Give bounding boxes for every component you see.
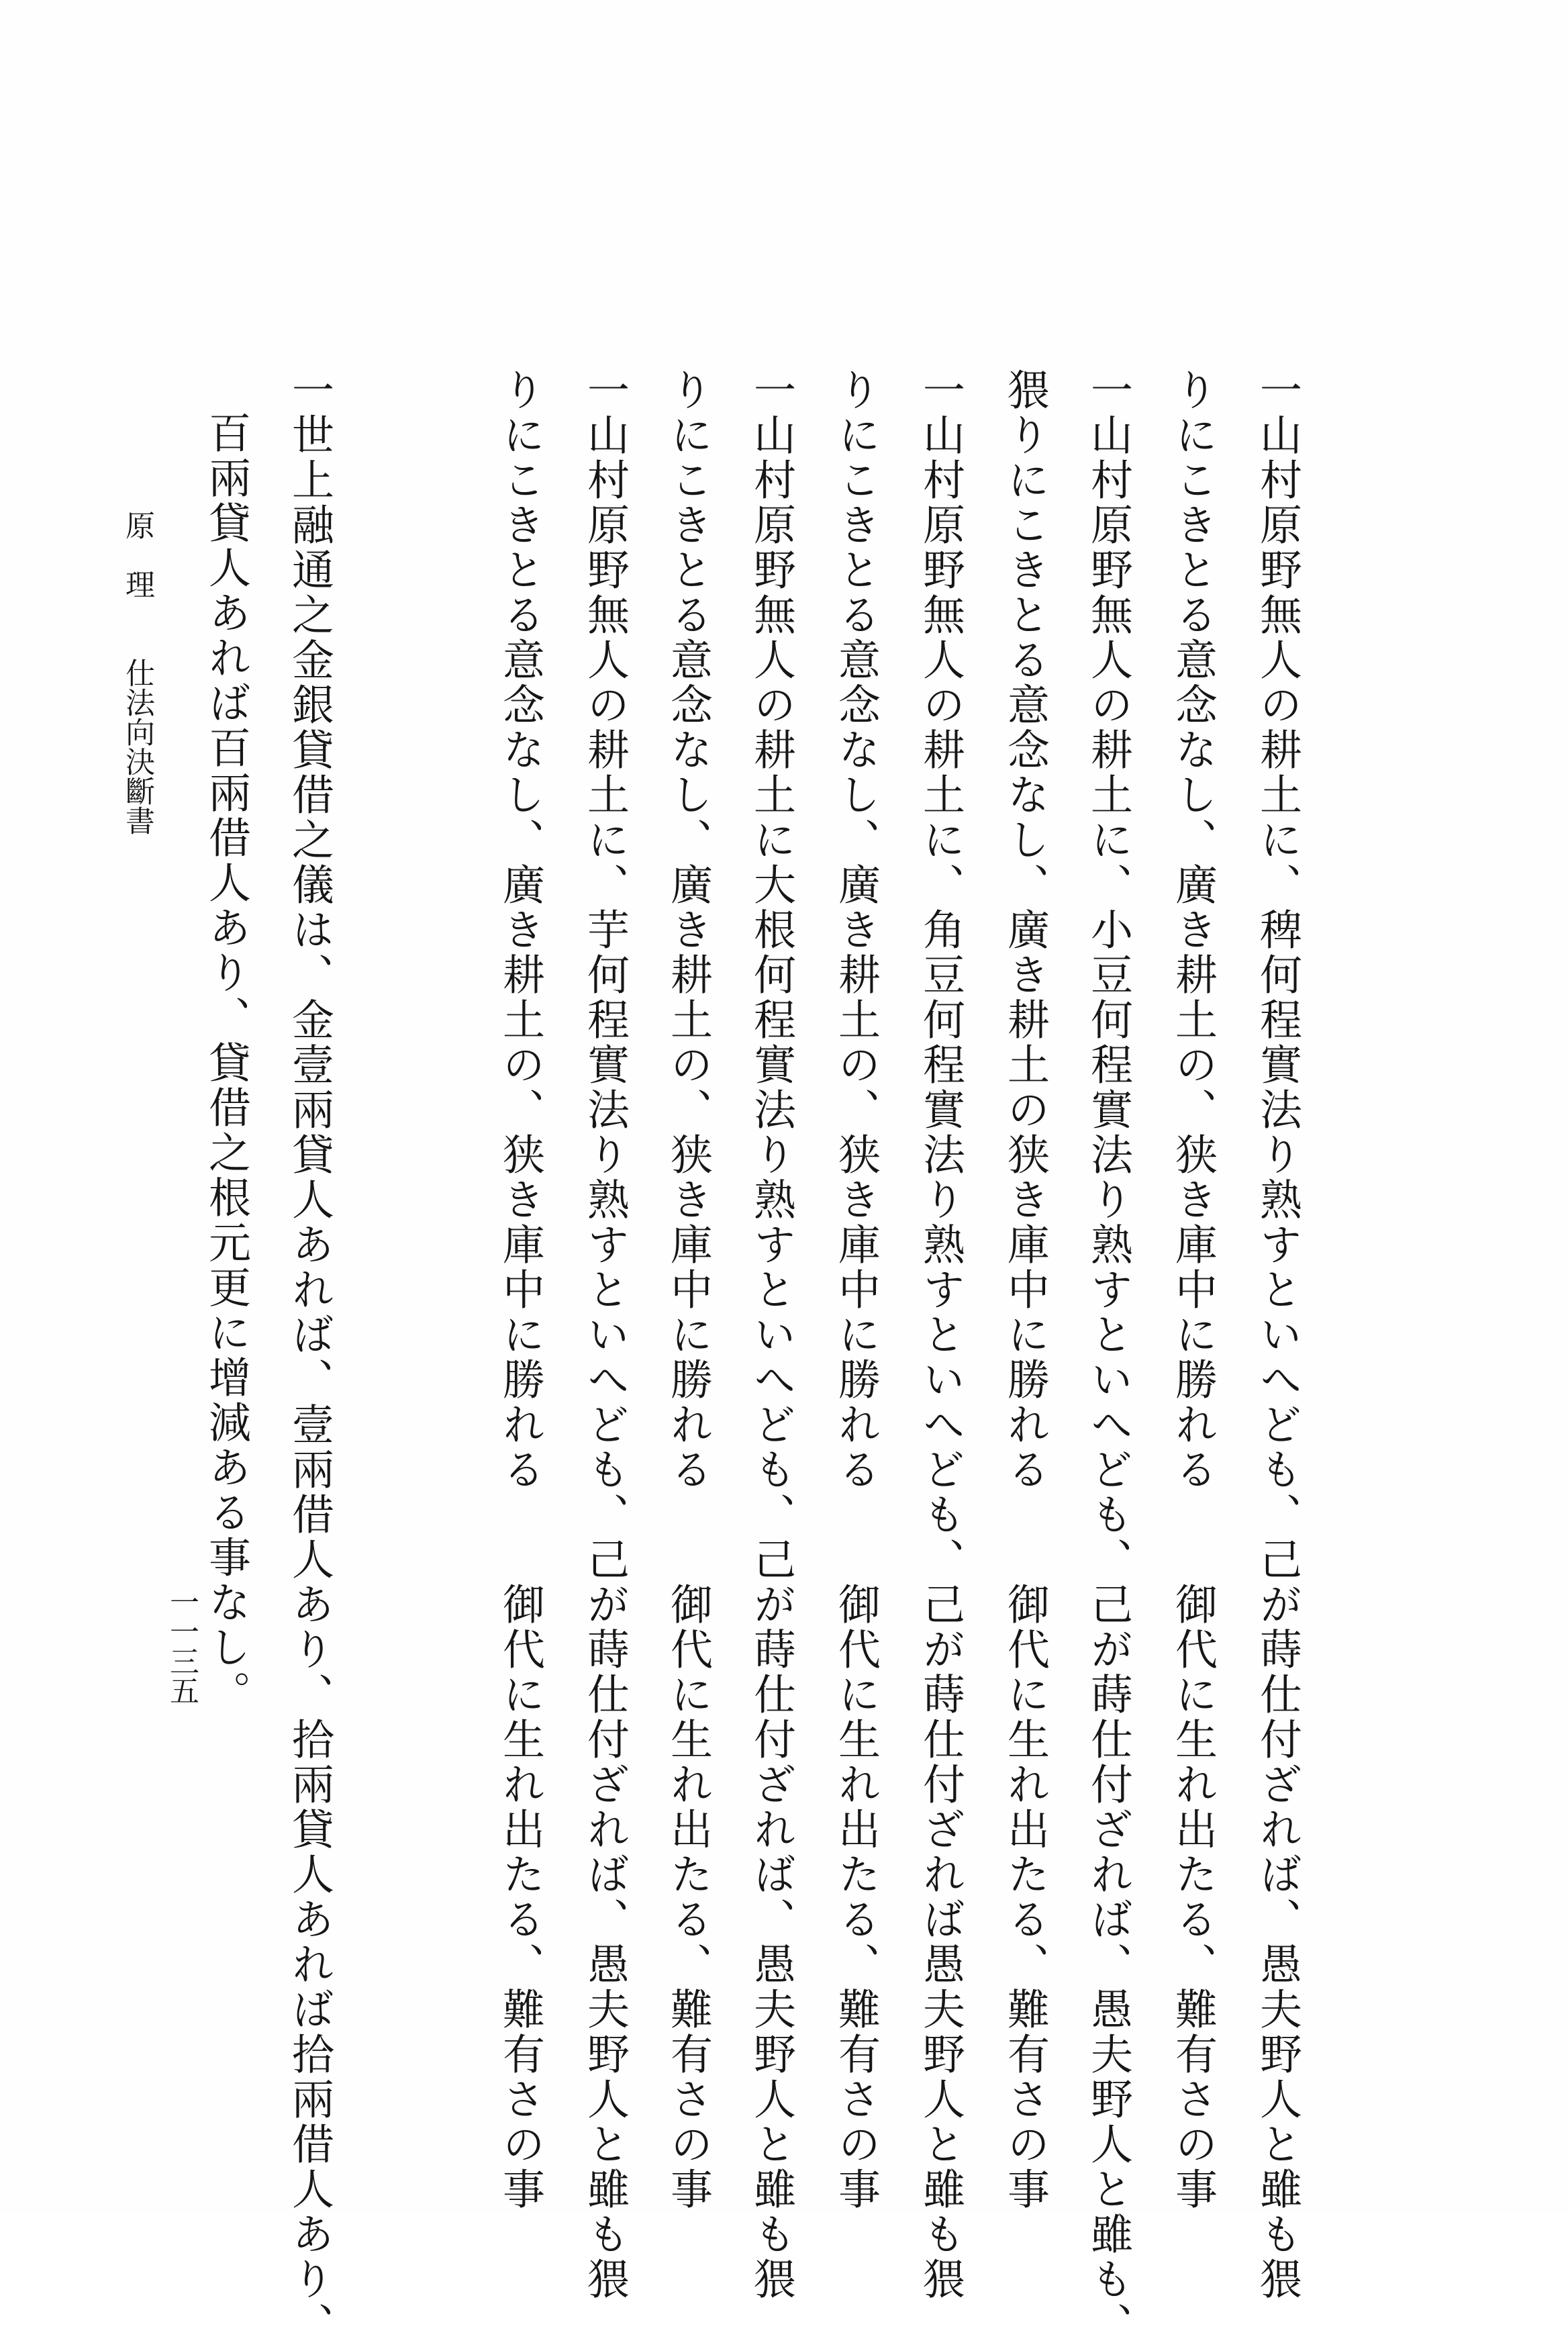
text-line-6: りにこきとる意念なし、廣き耕土の、狭き庫中に勝れる 御代に生れ出たる、難有さの事: [832, 368, 881, 2212]
text-line-1: 一山村原野無人の耕土に、稗何程實法り熟すといへども、己が蒔仕付ざれば、愚夫野人と雖も猥: [1253, 368, 1302, 2302]
text-line-3: 一山村原野無人の耕土に、小豆何程實法り熟すといへども、己が蒔仕付ざれば、愚夫野人と雖も、: [1084, 368, 1133, 2347]
page-number: 一一三五: [164, 1587, 199, 1705]
text-line-2: りにこきとる意念なし、廣き耕土の、狭き庫中に勝れる 御代に生れ出たる、難有さの事: [1169, 368, 1218, 2212]
text-line-4: 猥りにこきとる意念なし、廣き耕土の狭き庫中に勝れる 御代に生れ出たる、難有さの事: [1001, 368, 1050, 2212]
text-line-5: 一山村原野無人の耕土に、角豆何程實法り熟すといへども、己が蒔仕付ざれば愚夫野人と雖も猥: [916, 368, 965, 2302]
text-line-8: りにこきとる意念なし、廣き耕土の、狭き庫中に勝れる 御代に生れ出たる、難有さの事: [664, 368, 713, 2212]
text-line-7: 一山村原野無人の耕土に大根何程實法り熟すといへども、己が蒔仕付ざれば、愚夫野人と雖も猥: [747, 368, 796, 2302]
text-line-10: りにこきとる意念なし、廣き耕土の、狭き庫中に勝れる 御代に生れ出たる、難有さの事: [496, 368, 545, 2212]
text-line-11: 一世上融通之金銀貸借之儀は、金壹兩貸人あれば、壹兩借人あり、拾兩貸人あれば拾兩借人あり、: [285, 368, 334, 2347]
text-line-9: 一山村原野無人の耕土に、芋何程實法り熟すといへども、己が蒔仕付ざれば、愚夫野人と雖も猥: [581, 368, 630, 2302]
section-label: 原 理: [120, 510, 154, 599]
text-line-12: 百兩貸人あれば百兩借人あり、貸借之根元更に增減ある事なし。: [202, 411, 251, 1715]
book-title: 仕法向決斷書: [120, 658, 154, 835]
